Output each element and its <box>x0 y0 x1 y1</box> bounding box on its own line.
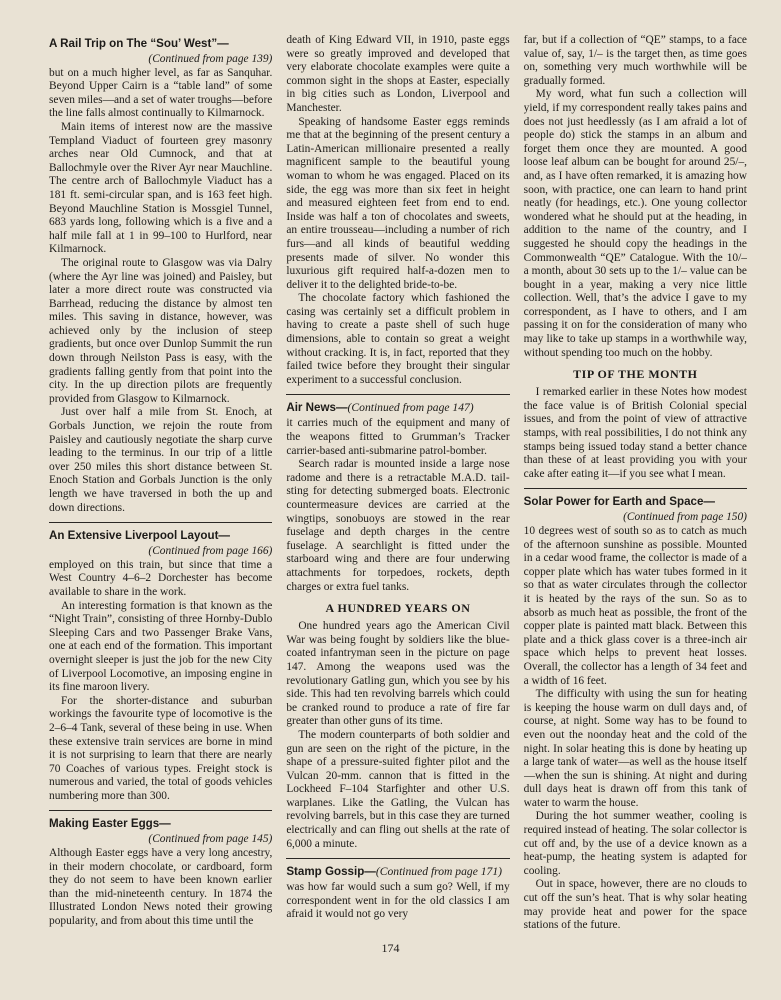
section-title <box>524 495 747 509</box>
subheading: A HUNDRED YEARS ON <box>325 601 471 616</box>
text-columns <box>49 34 747 934</box>
section-title <box>49 817 272 831</box>
continued-from-note: (Continued from page 166) <box>148 545 273 558</box>
paragraph: 10 degrees west of south so as to catch as much of the afternoon sunshine as possible. Mounted in a cedar wood frame, the collector is made of a copper plate which has water tubes formed in it so that as water circulates through the collector it is heated by the rays of the sun. So as to absorb as much heat as possible, the front of the copper plate is painted matt black. Between this plate and a thick glass cover is a three-inch air space which helps to prevent heat losses. Overall, the collector has a length of 34 feet and a width of 16 feet. <box>523 525 747 687</box>
continued-from-note: (Continued from page 171) <box>375 865 502 879</box>
section-divider <box>49 810 272 811</box>
column-3 <box>524 34 747 934</box>
paragraph: it carries much of the equipment and many of the weapons fitted to Grumman’s Tracker carrier-based anti-submarine patrol-bomber. <box>286 417 510 457</box>
paragraph: For the shorter-distance and suburban workings the favourite type of locomotive is the 2–6–4 Tank, several of these being in use. When these extensive train services are borne in mind it is not surprising to learn that there are nearly 70 Coaches of various types. Freight stock is numerous and varied, the total of goods vehicles numbering more than 300. <box>49 694 273 802</box>
column-1 <box>49 34 272 934</box>
section-title <box>49 37 272 51</box>
paragraph: Main items of interest now are the massive Templand Viaduct of fourteen grey masonry arches near Old Cumnock, and that at Ballochmyle over the River Ayr near Mauchline. The centre arch of Ballochmyle Viaduct has a 181 ft. semi-circular span, and is 163 feet high. Beyond Mauchline Station is Mossgiel Tunnel, 683 yards long, following which is a five and a half mile fall at 1 in 99–100 to Hurlford, near Kilmarnock. <box>49 120 273 256</box>
paragraph: was how far would such a sum go? Well, if my correspondent went in for the old classics I am afraid it would not go very <box>286 881 510 921</box>
continued-from-note: (Continued from page 139) <box>148 53 273 65</box>
section-title-text: Solar Power for Earth and Space— <box>523 495 716 509</box>
section-divider <box>286 394 509 395</box>
paragraph: The difficulty with using the sun for heating is keeping the house warm on dull days and, of course, at night. Some way has to be found to even out the noonday heat and the cold of the night. In solar heating this is done by heating up a large tank of water—as well as the house itself—when the sun is shining. At night and during dull days heat is drawn off from this tank of water to warm the house. <box>523 688 747 809</box>
paragraph: An interesting formation is that known as the “Night Train”, consisting of three Hornby-Dublo Sleeping Cars and two Passenger Brake Vans, one at each end of the formation. This important overnight sleeper is just the job for the new City of Liverpool Locomotive, an imposing engine in its fine maroon livery. <box>49 599 273 694</box>
section-divider <box>49 522 272 523</box>
column-2 <box>286 34 509 934</box>
paragraph: I remarked earlier in these Notes how modest the face value is of British Colonial special issues, and from the point of view of attractive stamps, with real possibilities, I do not think any stamps being issued today stand a better chance than these of at least providing you with your cake after eating it—if you see what I mean. <box>523 386 747 480</box>
continued-from-note: (Continued from page 147) <box>347 401 474 415</box>
section-divider <box>286 858 509 859</box>
paragraph: death of King Edward VII, in 1910, paste eggs were so greatly improved and developed that very elaborate chocolate examples were quite a common sight in the shops at Easter, especially in big cities such as London, Liverpool and Manchester. <box>286 34 510 114</box>
paragraph: During the hot summer weather, cooling is required instead of heating. The solar collector is cut off and, by the use of a device known as a heat-pump, the heating system is adapted for cooling. <box>523 810 747 877</box>
section-title-text: Air News— <box>286 401 348 415</box>
paragraph: Search radar is mounted inside a large nose radome and there is a retractable M.A.D. tail-sting for detecting submerged boats. Electronic countermeasure devices are carried at the wingtips, sonobuoys are stowed in the rear fuselage and depth charges in the centre fuselage. A searchlight is fitted under the starboard wing and there are four underwing attachments for torpedoes, rockets, depth charges or extra fuel tanks. <box>286 458 510 593</box>
paragraph: far, but if a collection of “QE” stamps, to a face value of, say, 1/– is the target then, as time goes on, something very much worthwhile will be gradually formed. <box>523 34 747 87</box>
paragraph: The original route to Glasgow was via Dalry (where the Ayr line was joined) and Paisley, but later a more direct route was constructed via Barrhead, reducing the distance by almost ten miles. This saving in distance, however, was achieved only by the inclusion of steep gradients, but once over Dunlop Summit the run down through Neilston Pass is easy, with the gradients falling gently from that point into the city. In the up direction pilots are frequently provided from Glasgow to Kilmarnock. <box>49 256 273 405</box>
paragraph: The chocolate factory which fashioned the casing was certainly set a difficult problem in having to create a paste shell of such huge dimensions, able to contain so great a weight without cracking. It is, in fact, reported that they failed twice before they brought their singular experiment to a successful conclusion. <box>286 292 510 386</box>
paragraph: but on a much higher level, as far as Sanquhar. Beyond Upper Cairn is a “table land” of some seven miles—and a set of water troughs—before the line falls almost continually to Kilmarnock. <box>49 66 273 120</box>
section-title-text: Making Easter Eggs— <box>49 817 171 831</box>
paragraph: The modern counterparts of both soldier and gun are seen on the right of the picture, in the shape of a pressure-suited fighter pilot and the Vulcan 20-mm. cannon that is fitted in the Lockheed F–104 Starfighter and other U.S. warplanes. Like the Gatling, the Vulcan has revolving barrels, but in this case they are turned electrically and can fling out shells at the rate of 6,000 a minute. <box>286 728 510 850</box>
paragraph: Out in space, however, there are no clouds to cut off the sun’s heat. That is why solar heating may provide heat and power for the space stations of the future. <box>523 878 747 932</box>
continued-from-note: (Continued from page 150) <box>623 511 747 524</box>
subheading: TIP OF THE MONTH <box>573 367 698 382</box>
section-title <box>286 865 509 879</box>
section-title <box>286 401 509 415</box>
section-divider <box>524 488 747 489</box>
continued-from-note: (Continued from page 145) <box>148 833 273 846</box>
paragraph: Speaking of handsome Easter eggs reminds me that at the beginning of the present century a Latin-American millionaire presented a really magnificent sample to the beautiful young woman to whom he was engaged. Placed on its side, the egg was more than six feet in height and measured eighteen feet from end to end. Inside was half a ton of chocolates and sweets, an entire trousseau—including a number of rich furs—and all kinds of beautiful wedding presents made of silver. No wonder this luxurious gift required half-a-dozen men to deliver it to the delighted bride-to-be. <box>286 115 510 291</box>
paragraph: My word, what fun such a collection will yield, if my correspondent really takes pains and does not just heedlessly (as I am afraid a lot of people do) stick the stamps in an album and forget them once they are mounted. A good loose leaf album can be bought for around 25/–, and, as I have often remarked, it is amazing how soon, with practice, one can learn to hand print neatly (for headings, etc.). One young collector wondered what he should put at the heading, in addition to the name of the country, and I suggested he should copy the headings in the Commonwealth “QE” Catalogue. With the 10/– a month, about 30 sets up to the 1/– value can be bought in a year, making a very nice little collection. Well, that’s the advice I gave to my correspondent, as I have to others, and I am passing it on for the consideration of many who may like to take up stamps in a worthwhile way, without spending too much on the hobby. <box>523 88 747 359</box>
section-title <box>49 529 272 543</box>
paragraph: employed on this train, but since that time a West Country 4–6–2 Dorchester has become available to share in the work. <box>49 558 273 598</box>
section-title-text: A Rail Trip on The “Sou’ West”— <box>49 37 229 50</box>
paragraph: Just over half a mile from St. Enoch, at Gorbals Junction, we rejoin the route from Paisley and cautiously negotiate the sharp curve leading to the terminus. In our trip of a little over 250 miles this short distance between St. Enoch Station and Gorbals Junction is the only length we have traversed in both the up and down directions. <box>49 406 273 514</box>
paragraph: Although Easter eggs have a very long ancestry, in their modern chocolate, or cardboard, form they do not seem to have been known earlier than the mid-nineteenth century. In 1874 the Illustrated London News noted their growing popularity, and from about this time until the <box>49 847 273 928</box>
paragraph: One hundred years ago the American Civil War was being fought by soldiers like the blue-coated infantryman seen in the picture on page 147. Among the weapons used was the revolutionary Gatling gun, which you see by his side. This had ten revolving barrels which could be cranked round to produce a rate of fire far greater than other guns of its time. <box>286 620 510 728</box>
page-number: 174 <box>381 941 400 955</box>
section-title-text: Stamp Gossip— <box>286 865 376 879</box>
section-title-text: An Extensive Liverpool Layout— <box>49 529 231 543</box>
